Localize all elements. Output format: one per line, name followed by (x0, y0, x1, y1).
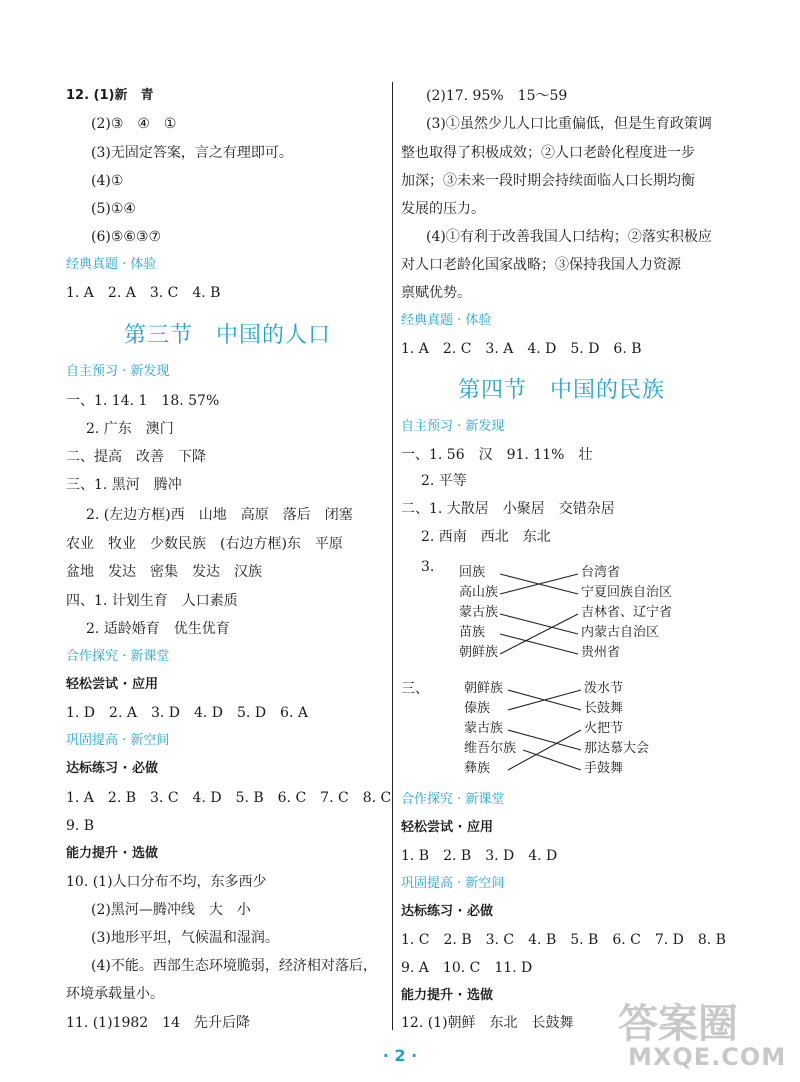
zizhu-3-1: 三、1. 黑河 腾冲 (66, 477, 182, 493)
r11-4a: (4)①有利于改善我国人口结构；②落实积极应 (426, 229, 712, 245)
heading-dabiao: 达标练习 · 必做 (66, 761, 158, 776)
r-zizhu-2-2: 2. 西南 西北 东北 (421, 529, 551, 545)
match2-right-item: 火把节 (584, 721, 624, 736)
zizhu-3-2c: 盆地 发达 密集 发达 汉族 (66, 564, 262, 580)
r-zizhu-2-1: 二、1. 大散居 小聚居 交错杂居 (401, 501, 615, 517)
q12-6: (6)⑤⑥③⑦ (91, 229, 162, 245)
heading-nengli: 能力提升 · 选做 (66, 846, 158, 861)
heading-dabiao-right: 达标练习 · 必做 (401, 904, 493, 919)
dabiao-answers-2: 9. B (66, 818, 95, 834)
qingsong-answers-right: 1. B 2. B 3. D 4. D (401, 848, 558, 864)
q10-4b: 环境承载量小。 (66, 986, 164, 1002)
match1-left-item: 苗族 (459, 625, 486, 640)
dabiao-answers-1: 1. A 2. B 3. C 4. D 5. B 6. C 7. C 8. C (66, 790, 392, 806)
jingdian-answers: 1. A 2. A 3. C 4. B (66, 285, 221, 301)
match2-left-item: 彝族 (464, 761, 491, 776)
r11-3b: 整也取得了积极成效；②人口老龄化程度进一步 (401, 145, 695, 161)
match1-right-item: 台湾省 (581, 565, 621, 580)
r11-4b: 对人口老龄化国家战略；③保持我国人力资源 (401, 257, 681, 273)
r-zizhu-1-1: 一、1. 56 汉 91. 11% 壮 (401, 447, 593, 463)
heading-nengli-right: 能力提升 · 选做 (401, 988, 493, 1003)
heading-zizhu: 自主预习 · 新发现 (66, 364, 170, 379)
q10-4a: (4)不能。西部生态环境脆弱，经济相对落后， (91, 958, 377, 974)
jingdian-answers-right: 1. A 2. C 3. A 4. D 5. D 6. B (401, 341, 642, 357)
r-zizhu-2-3-label: 3. (421, 559, 435, 575)
match2-right-item: 长鼓舞 (584, 701, 624, 716)
r11-4c: 禀赋优势。 (401, 285, 471, 301)
match1-right-item: 吉林省、辽宁省 (581, 605, 673, 620)
heading-gonggu-right: 巩固提高 · 新空间 (401, 876, 505, 891)
r11-3a: (3)①虽然少儿人口比重偏低，但是生育政策调 (426, 116, 712, 132)
q10-2: (2)黑河—腾冲线 大 小 (91, 902, 251, 918)
match1-right-item: 贵州省 (581, 645, 621, 660)
match2-right-item: 手鼓舞 (584, 761, 624, 776)
qingsong-answers: 1. D 2. A 3. D 4. D 5. D 6. A (66, 705, 308, 721)
heading-jingdian-right: 经典真题 · 体验 (401, 313, 492, 328)
match1-left-item: 高山族 (459, 585, 499, 600)
match1-line (500, 614, 578, 654)
q10-1: 10. (1)人口分布不均，东多西少 (66, 874, 267, 890)
r11-3c: 加深；③未来一段时期会持续面临人口长期均衡 (401, 173, 695, 189)
zizhu-2: 二、提高 改善 下降 (66, 449, 206, 465)
page-number: · 2 · (382, 1046, 418, 1065)
zizhu-4-2: 2. 适龄婚育 优生优育 (86, 621, 230, 637)
match1-left-item: 朝鲜族 (459, 645, 499, 660)
r-zizhu-3-label: 三、 (401, 681, 429, 697)
match2-left-item: 蒙古族 (464, 721, 504, 736)
q10-3: (3)地形平坦，气候温和湿润。 (91, 930, 279, 946)
r11-2: (2)17. 95% 15～59 (426, 88, 568, 104)
zizhu-1-2: 2. 广东 澳门 (86, 421, 174, 437)
match2-line (508, 730, 581, 770)
heading-qingsong: 轻松尝试 · 应用 (66, 677, 158, 692)
q12-2: (2)③ ④ ① (91, 116, 177, 132)
zizhu-3-2a: 2. (左边方框)西 山地 高原 落后 闭塞 (86, 507, 353, 523)
heading-hezuo: 合作探究 · 新课堂 (66, 649, 170, 664)
q12-3: (3)无固定答案，言之有理即可。 (91, 145, 293, 161)
q11-1: 11. (1)1982 14 先升后降 (66, 1015, 250, 1031)
q12-5: (5)①④ (91, 201, 136, 217)
section3-title: 第三节 中国的人口 (124, 323, 332, 348)
heading-qingsong-right: 轻松尝试 · 应用 (401, 820, 493, 835)
r11-3d: 发展的压力。 (401, 201, 485, 217)
section4-title: 第四节 中国的民族 (458, 378, 666, 403)
match1-left-item: 回族 (459, 565, 486, 580)
match2-left-item: 朝鲜族 (464, 681, 504, 696)
match1-left-item: 蒙古族 (459, 605, 499, 620)
match2-left-item: 傣族 (464, 701, 491, 716)
zizhu-1-1: 一、1. 14. 1 18. 57% (66, 393, 220, 409)
match1-line (500, 614, 578, 634)
match1-right-item: 宁夏回族自治区 (581, 585, 673, 600)
r-zizhu-1-2: 2. 平等 (421, 473, 467, 489)
match2-right-item: 泼水节 (584, 681, 624, 696)
heading-gonggu: 巩固提高 · 新空间 (66, 733, 170, 748)
heading-hezuo-right: 合作探究 · 新课堂 (401, 792, 505, 807)
dabiao-answers-right-2: 9. A 10. C 11. D (401, 960, 533, 976)
match1-line (500, 634, 578, 654)
match2-left-item: 维吾尔族 (464, 741, 517, 756)
q12-line1: 12. (1)新 青 (66, 88, 154, 103)
match2-right-item: 那达慕大会 (584, 741, 650, 756)
heading-zizhu-right: 自主预习 · 新发现 (401, 419, 505, 434)
dabiao-answers-right-1: 1. C 2. B 3. C 4. B 5. B 6. C 7. D 8. B (401, 932, 726, 948)
watermark-url: MXQE.COM (628, 1043, 787, 1071)
match1-right-item: 内蒙古自治区 (581, 625, 660, 640)
r-q12-1: 12. (1)朝鲜 东北 长鼓舞 (401, 1015, 574, 1031)
watermark-logo: 答案圈 (618, 1001, 738, 1047)
match2-line (508, 730, 581, 750)
zizhu-4-1: 四、1. 计划生育 人口素质 (66, 593, 238, 609)
heading-jingdian: 经典真题 · 体验 (66, 257, 157, 272)
match2-line (523, 750, 581, 770)
q12-4: (4)① (91, 173, 124, 189)
zizhu-3-2b: 农业 牧业 少数民族 (右边方框)东 平原 (66, 536, 343, 552)
